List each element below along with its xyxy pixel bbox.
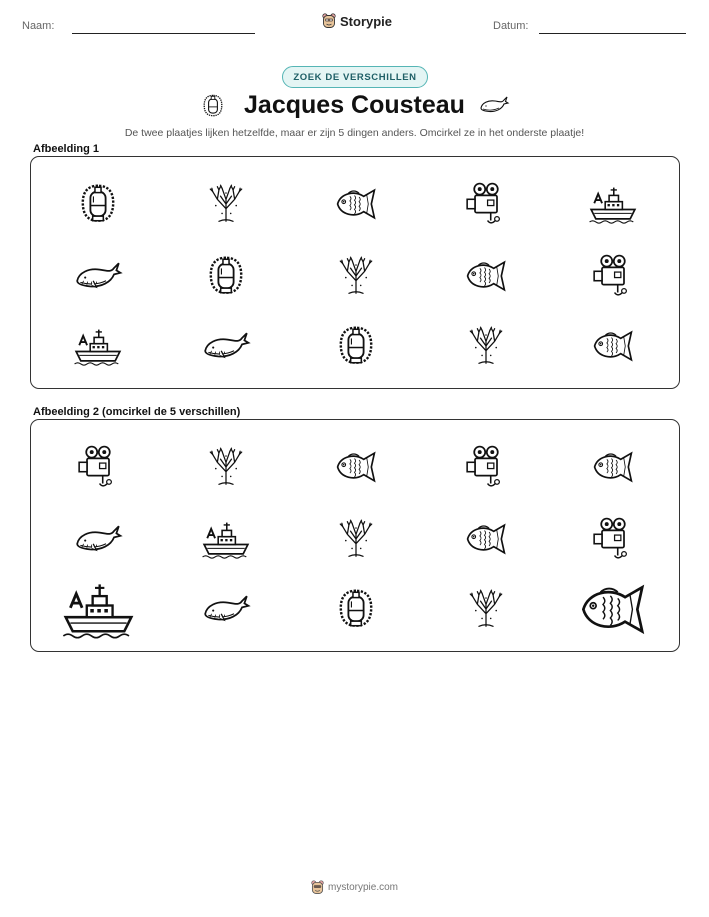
name-label: Naam:: [22, 20, 55, 32]
whale-icon: [186, 317, 266, 375]
coral-icon: [316, 247, 396, 305]
coral-icon: [446, 317, 526, 375]
section-1-label: Afbeelding 1: [33, 143, 100, 155]
fish-icon[interactable]: [573, 438, 653, 496]
film-camera-icon: [573, 247, 653, 305]
coral-icon[interactable]: [316, 510, 396, 568]
fish-icon: [316, 175, 396, 233]
ship-icon[interactable]: [186, 510, 266, 568]
instructions: De twee plaatjes lijken hetzelfde, maar er zijn 5 dingen anders. Omcirkel ze in het onderste plaatje!: [124, 127, 585, 139]
diving-tank-icon: [316, 317, 396, 375]
whale-icon[interactable]: [186, 580, 266, 638]
worksheet-type-badge: ZOEK DE VERSCHILLEN: [282, 66, 428, 88]
picture-1-panel: [30, 156, 680, 389]
page-title: Jacques Cousteau: [244, 91, 465, 119]
fish-icon[interactable]: [316, 438, 396, 496]
diving-tank-icon: [58, 175, 138, 233]
storypie-mascot-icon: [322, 13, 336, 29]
coral-icon[interactable]: [186, 438, 266, 496]
ship-icon: [573, 175, 653, 233]
ship-icon: [58, 317, 138, 375]
fish-icon[interactable]: [573, 580, 653, 638]
whale-icon: [58, 247, 138, 305]
whale-icon[interactable]: [58, 510, 138, 568]
title-whale-icon: [478, 95, 510, 115]
coral-icon: [186, 175, 266, 233]
coral-icon[interactable]: [446, 580, 526, 638]
date-label: Datum:: [493, 20, 529, 32]
diving-tank-icon[interactable]: [316, 580, 396, 638]
film-camera-icon[interactable]: [58, 438, 138, 496]
film-camera-icon[interactable]: [573, 510, 653, 568]
film-camera-icon: [446, 175, 526, 233]
footer-url[interactable]: mystorypie.com: [327, 882, 398, 893]
section-2-label: Afbeelding 2 (omcirkel de 5 verschillen): [33, 406, 241, 418]
diving-tank-icon: [186, 247, 266, 305]
brand-name: Storypie: [340, 13, 393, 29]
name-line[interactable]: [72, 33, 255, 34]
film-camera-icon[interactable]: [446, 438, 526, 496]
date-line[interactable]: [539, 33, 686, 34]
brand-logo: [322, 13, 392, 29]
footer: [0, 880, 709, 895]
fish-icon: [446, 247, 526, 305]
picture-2-panel[interactable]: [30, 419, 680, 652]
storypie-mascot-icon: [311, 880, 324, 895]
fish-icon: [573, 317, 653, 375]
ship-icon[interactable]: [58, 580, 138, 638]
fish-icon[interactable]: [446, 510, 526, 568]
